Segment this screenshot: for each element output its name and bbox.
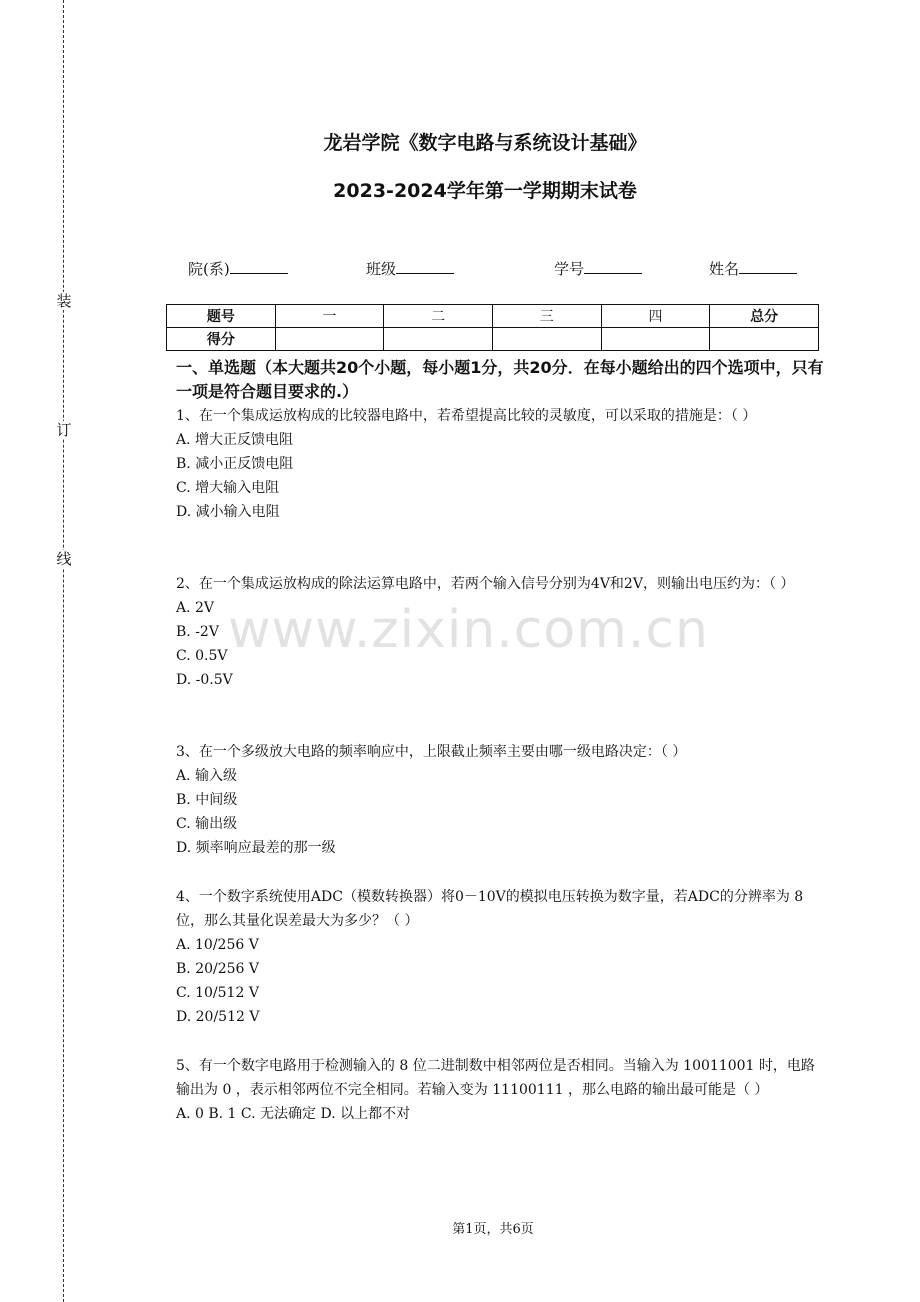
page-footer: 第1页，共6页 — [452, 1222, 534, 1237]
question-stem: 1、在一个集成运放构成的比较器电路中，若希望提高比较的灵敏度，可以采取的措施是：（ ） — [176, 408, 757, 424]
binding-label-xian: 线 — [56, 550, 72, 568]
field-student-id — [554, 258, 642, 279]
binding-label-zhuang: 装 — [56, 292, 72, 310]
exam-title-line2: 2023-2024学年第一学期期末试卷 — [333, 180, 637, 202]
option-c[interactable]: C. 输出级 — [176, 816, 238, 832]
question-options — [176, 1102, 826, 1126]
field-student-id-blank[interactable] — [584, 259, 642, 274]
question-stem: 4、一个数字系统使用ADC（模数转换器）将0－10V的模拟电压转换为数字量，若ADC的分辨率为 8 位，那么其量化误差最大为多少？（ ） — [176, 889, 804, 929]
option-d[interactable]: D. -0.5V — [176, 672, 233, 688]
option-a[interactable]: A. 10/256 V — [176, 937, 259, 953]
option-a[interactable]: A. 2V — [176, 600, 215, 616]
option-d[interactable]: D. 频率响应最差的那一级 — [176, 840, 336, 856]
score-cell-1[interactable] — [275, 328, 384, 351]
option-a[interactable]: A. 增大正反馈电阻 — [176, 432, 294, 448]
question-options — [176, 596, 826, 692]
score-cell-4[interactable] — [601, 328, 710, 351]
option-b[interactable]: B. 中间级 — [176, 792, 238, 808]
score-table-header-row — [167, 305, 819, 328]
exam-title-line1: 龙岩学院《数字电路与系统设计基础》 — [323, 132, 647, 154]
question-1 — [176, 404, 826, 524]
score-table-score-row — [167, 328, 819, 351]
score-table — [166, 304, 819, 351]
field-class-label: 班级 — [366, 260, 397, 278]
score-header-total: 总分 — [710, 305, 819, 328]
option-c[interactable]: C. 10/512 V — [176, 985, 259, 1001]
score-header-question-no: 题号 — [167, 305, 276, 328]
option-b[interactable]: B. 20/256 V — [176, 961, 260, 977]
question-stem: 5、有一个数字电路用于检测输入的 8 位二进制数中相邻两位是否相同。当输入为 10011001 时，电路输出为 0 ，表示相邻两位不完全相同。若输入变为 11100111 ，那么电路的输出最可能是（ ） — [176, 1058, 815, 1098]
watermark-text: www.zixin.com.cn — [228, 600, 709, 660]
binding-label-ding: 订 — [56, 421, 72, 439]
field-department-blank[interactable] — [230, 259, 288, 274]
question-2 — [176, 572, 826, 692]
field-student-id-label: 学号 — [554, 260, 585, 278]
option-c[interactable]: C. 增大输入电阻 — [176, 480, 280, 496]
option-d[interactable]: D. 20/512 V — [176, 1009, 260, 1025]
option-a[interactable]: A. 输入级 — [176, 768, 238, 784]
field-department — [188, 258, 288, 279]
field-name — [709, 258, 797, 279]
score-cell-total[interactable] — [710, 328, 819, 351]
field-name-label: 姓名 — [709, 260, 740, 278]
field-class — [366, 258, 454, 279]
score-cell-3[interactable] — [492, 328, 601, 351]
score-header-3: 三 — [492, 305, 601, 328]
option-line[interactable]: A. 0 B. 1 C. 无法确定 D. 以上都不对 — [176, 1106, 411, 1122]
question-options — [176, 764, 826, 860]
score-header-2: 二 — [384, 305, 493, 328]
score-header-4: 四 — [601, 305, 710, 328]
question-stem: 2、在一个集成运放构成的除法运算电路中，若两个输入信号分别为4V和2V，则输出电压约为：（ ） — [176, 576, 795, 592]
question-stem: 3、在一个多级放大电路的频率响应中，上限截止频率主要由哪一级电路决定：（ ） — [176, 744, 687, 760]
option-c[interactable]: C. 0.5V — [176, 648, 228, 664]
score-cell-2[interactable] — [384, 328, 493, 351]
question-options — [176, 933, 826, 1029]
score-header-1: 一 — [275, 305, 384, 328]
field-class-blank[interactable] — [396, 259, 454, 274]
question-options — [176, 428, 826, 524]
question-4 — [176, 885, 826, 1029]
option-b[interactable]: B. 减小正反馈电阻 — [176, 456, 294, 472]
score-row-label: 得分 — [167, 328, 276, 351]
question-3 — [176, 740, 826, 860]
section-title: 一、单选题（本大题共20个小题，每小题1分，共20分．在每小题给出的四个选项中，只有一项是符合题目要求的.） — [176, 358, 824, 401]
field-department-label: 院(系) — [188, 260, 230, 278]
question-5 — [176, 1054, 826, 1126]
option-b[interactable]: B. -2V — [176, 624, 219, 640]
option-d[interactable]: D. 减小输入电阻 — [176, 504, 280, 520]
field-name-blank[interactable] — [739, 259, 797, 274]
